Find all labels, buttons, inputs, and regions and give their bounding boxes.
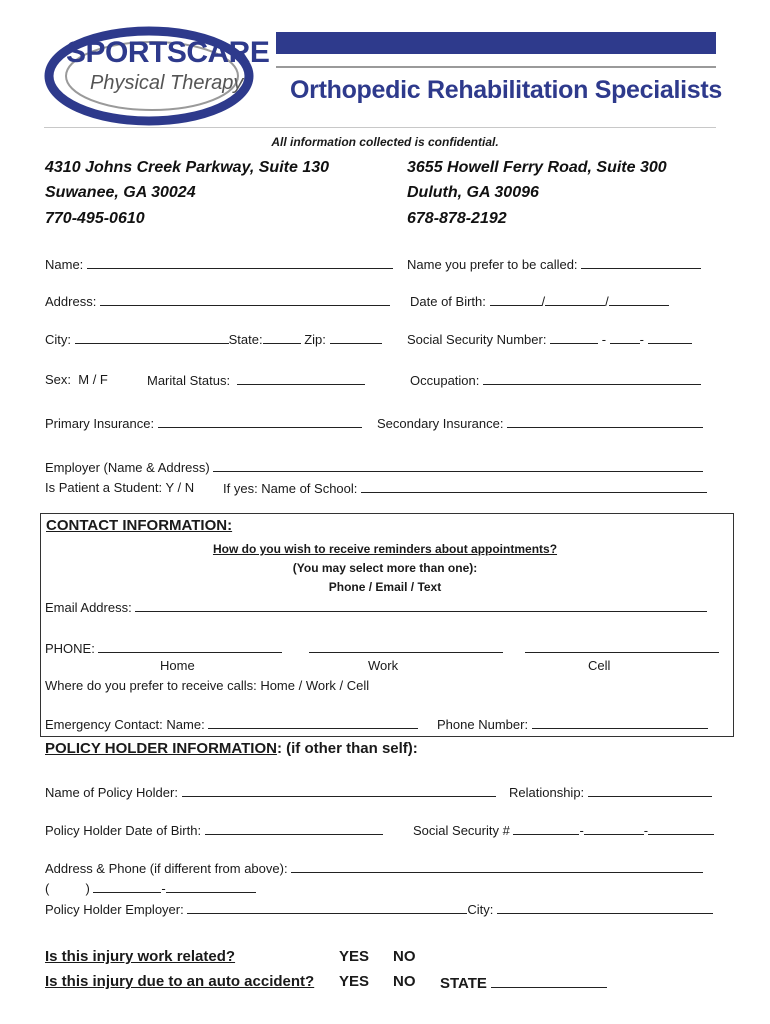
reminder-question: How do you wish to receive reminders about appointments? [212, 542, 558, 556]
marital-field[interactable] [147, 372, 365, 388]
marital-label: Marital Status: [147, 373, 231, 388]
policy-holder-name-field[interactable] [45, 784, 496, 800]
school-label: If yes: Name of School: [223, 481, 358, 496]
work-related-no[interactable]: NO [393, 948, 416, 965]
policy-address-field[interactable] [45, 860, 703, 876]
location-2-city: Duluth, GA 30096 [407, 184, 539, 201]
emergency-contact-field[interactable] [45, 716, 418, 732]
policy-ssn-field[interactable]: Social Security # - - [413, 822, 714, 838]
phone-field[interactable] [45, 640, 282, 656]
accident-state-field[interactable] [440, 973, 607, 992]
work-label: Work [368, 658, 399, 673]
header-bottom-rule [44, 127, 716, 128]
auto-accident-question: Is this injury due to an auto accident? [45, 973, 315, 990]
zip-label: Zip: [304, 332, 326, 347]
policy-address-label: Address & Phone (if different from above): [45, 861, 288, 876]
email-label: Email Address: [45, 600, 132, 615]
header-bar [276, 32, 716, 54]
relationship-label: Relationship: [509, 785, 585, 800]
occupation-field[interactable] [410, 372, 701, 388]
auto-accident-no[interactable]: NO [393, 973, 416, 990]
location-2-street: 3655 Howell Ferry Road, Suite 300 [407, 159, 667, 176]
policy-holder-name-label: Name of Policy Holder: [45, 785, 178, 800]
tagline: Orthopedic Rehabilitation Specialists [290, 76, 723, 104]
school-field[interactable] [223, 480, 707, 496]
policy-heading-suffix: : (if other than self): [276, 740, 418, 757]
location-1-city: Suwanee, GA 30024 [45, 184, 196, 201]
policy-city-label: City: [467, 902, 494, 917]
email-field[interactable] [45, 599, 707, 615]
relationship-field[interactable] [509, 784, 712, 800]
address-field[interactable] [45, 293, 390, 309]
contact-heading: CONTACT INFORMATION: [46, 517, 233, 534]
home-label: Home [160, 658, 195, 673]
state-label: State: [228, 332, 263, 347]
emergency-phone-field[interactable] [437, 716, 708, 732]
cell-phone-line[interactable] [525, 640, 719, 658]
secondary-insurance-label: Secondary Insurance: [377, 416, 504, 431]
employer-label: Employer (Name & Address) [45, 460, 210, 475]
select-note: (You may select more than one): [292, 561, 478, 575]
location-1-phone: 770-495-0610 [45, 210, 145, 227]
call-preference[interactable]: Where do you prefer to receive calls: Home / Work / Cell [45, 678, 370, 693]
location-1-street: 4310 Johns Creek Parkway, Suite 130 [45, 159, 330, 176]
occupation-label: Occupation: [410, 373, 480, 388]
sex-options[interactable]: M / F [78, 372, 108, 387]
header-rule [276, 66, 716, 68]
name-field[interactable] [45, 256, 393, 272]
sex-field[interactable] [45, 372, 108, 387]
location-2-phone: 678-878-2192 [407, 210, 507, 227]
auto-accident-yes[interactable]: YES [339, 973, 370, 990]
secondary-insurance-field[interactable] [377, 415, 703, 431]
student-label: Is Patient a Student: Y / N [45, 480, 195, 495]
policy-employer-field[interactable] [45, 901, 713, 917]
reminder-options[interactable]: Phone / Email / Text [328, 580, 442, 594]
emergency-phone-label: Phone Number: [437, 717, 529, 732]
accident-state-label: STATE [440, 975, 487, 992]
dob-label: Date of Birth: [410, 294, 486, 309]
policy-phone-field[interactable]: ( ) - [45, 880, 256, 896]
employer-field[interactable] [45, 459, 703, 475]
phone-label: PHONE: [45, 641, 95, 656]
city-field[interactable] [45, 331, 382, 347]
emergency-contact-label: Emergency Contact: Name: [45, 717, 205, 732]
name-label: Name: [45, 257, 84, 272]
ssn-label: Social Security Number: [407, 332, 547, 347]
sex-label: Sex: [45, 372, 72, 387]
work-related-yes[interactable]: YES [339, 948, 370, 965]
dob-field[interactable]: Date of Birth: / / [410, 293, 669, 309]
policy-heading [45, 740, 418, 757]
confidential-note: All information collected is confidential. [271, 135, 499, 149]
address-label: Address: [45, 294, 97, 309]
policy-heading-main: POLICY HOLDER INFORMATION [45, 740, 277, 757]
city-label: City: [45, 332, 71, 347]
ssn-field[interactable]: Social Security Number: - - [407, 331, 692, 347]
logo-title: SPORTSCARE [66, 36, 270, 69]
preferred-name-label: Name you prefer to be called: [407, 257, 578, 272]
logo-subtitle: Physical Therapy [90, 72, 244, 94]
policy-employer-label: Policy Holder Employer: [45, 902, 184, 917]
policy-dob-field[interactable] [45, 822, 383, 838]
student-field[interactable] [45, 480, 194, 495]
preferred-name-field[interactable] [407, 256, 701, 272]
work-related-question: Is this injury work related? [45, 948, 236, 965]
primary-insurance-label: Primary Insurance: [45, 416, 155, 431]
primary-insurance-field[interactable] [45, 415, 362, 431]
cell-label: Cell [588, 658, 611, 673]
policy-dob-label: Policy Holder Date of Birth: [45, 823, 202, 838]
work-phone-line[interactable] [309, 640, 503, 658]
policy-ssn-label: Social Security # [413, 823, 510, 838]
